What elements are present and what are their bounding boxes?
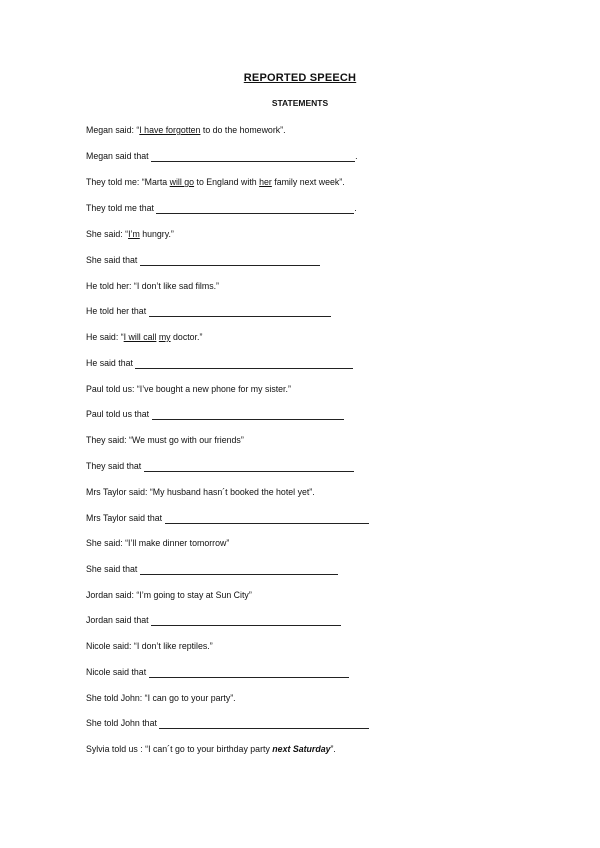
statement-line: Nicole said: “I don’t like reptiles.”: [86, 641, 213, 651]
statement-line: Mrs Taylor said: “My husband hasn´t booked the hotel yet”.: [86, 487, 315, 497]
section-subtitle: STATEMENTS: [271, 98, 329, 108]
statement-line: They said: “We must go with our friends”: [86, 435, 244, 445]
statement-line: She told John: “I can go to your party”.: [86, 693, 236, 703]
answer-blank[interactable]: [149, 668, 349, 678]
answer-line: They told me that .: [86, 203, 357, 213]
answer-blank[interactable]: [144, 462, 354, 472]
page-title: REPORTED SPEECH: [243, 72, 357, 84]
answer-line: Mrs Taylor said that: [86, 512, 369, 524]
statement-line: She said: “I’ll make dinner tomorrow”: [86, 538, 230, 548]
underlined-phrase: I’m: [128, 229, 140, 239]
answer-line: Jordan said that: [86, 614, 341, 626]
statement-line: Jordan said: “I’m going to stay at Sun City”: [86, 590, 252, 600]
answer-line: She said that: [86, 563, 338, 575]
answer-line: Megan said that .: [86, 151, 358, 161]
underlined-phrase: her: [259, 177, 272, 187]
underlined-phrase: my: [158, 332, 171, 342]
emphasized-phrase: next Saturday: [272, 744, 331, 754]
answer-blank[interactable]: [151, 152, 355, 162]
statement-line: He said: “I will call my doctor.”: [86, 332, 203, 342]
answer-line: She said that: [86, 254, 320, 266]
statement-line: He told her: “I don’t like sad films.”: [86, 281, 219, 291]
statement-line: Sylvia told us : “I can´t go to your birthday party next Saturday”.: [86, 744, 336, 754]
answer-blank[interactable]: [140, 256, 320, 266]
answer-blank[interactable]: [156, 204, 354, 214]
statement-line: She said: “I’m hungry.”: [86, 229, 174, 239]
underlined-phrase: I will call: [123, 332, 157, 342]
statement-line: Paul told us: “I’ve bought a new phone for my sister.”: [86, 384, 291, 394]
answer-blank[interactable]: [151, 616, 341, 626]
answer-line: They said that: [86, 460, 354, 472]
statement-line: Megan said: “I have forgotten to do the homework”.: [86, 125, 286, 135]
answer-blank[interactable]: [152, 410, 344, 420]
answer-line: Paul told us that: [86, 408, 344, 420]
statement-line: They told me: “Marta will go to England with her family next week”.: [86, 177, 345, 187]
answer-line: He said that: [86, 357, 353, 369]
answer-line: Nicole said that: [86, 666, 349, 678]
answer-blank[interactable]: [165, 514, 369, 524]
answer-line: She told John that: [86, 717, 369, 729]
answer-blank[interactable]: [135, 359, 353, 369]
answer-blank[interactable]: [159, 719, 369, 729]
answer-blank[interactable]: [149, 307, 331, 317]
answer-blank[interactable]: [140, 565, 338, 575]
underlined-phrase: will go: [169, 177, 195, 187]
answer-line: He told her that: [86, 305, 331, 317]
underlined-phrase: I have forgotten: [139, 125, 201, 135]
